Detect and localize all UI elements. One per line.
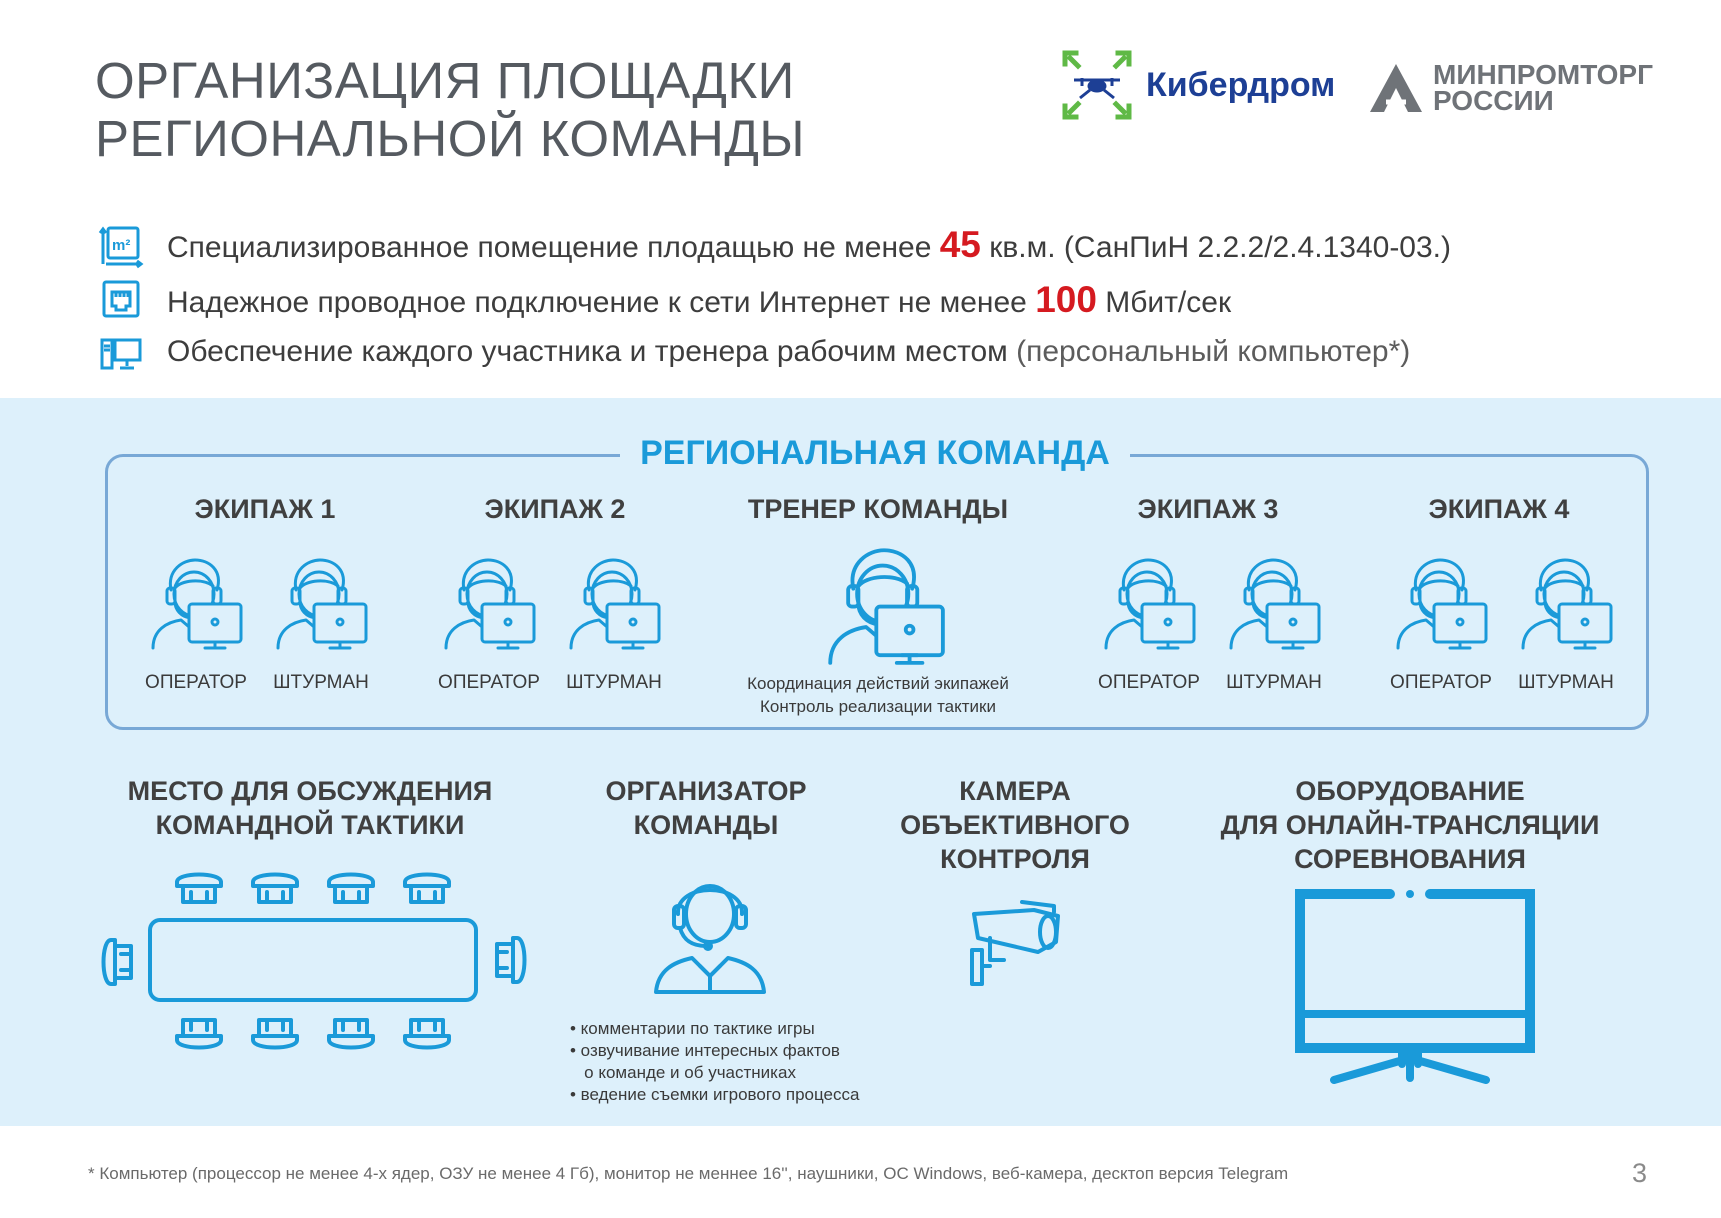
crew-1-navigator-label: ШТУРМАН: [273, 672, 369, 693]
coach-description: [718, 672, 1038, 718]
discussion-area-title: [100, 774, 520, 842]
crew-2-operator-label: ОПЕРАТОР: [438, 672, 540, 693]
coach-title: ТРЕНЕР КОМАНДЫ: [747, 494, 1009, 524]
crew-2-title: ЭКИПАЖ 2: [484, 494, 626, 524]
requirement-area-value: 45: [939, 224, 981, 265]
title-line-2: РЕГИОНАЛЬНОЙ КОМАНДЫ: [95, 110, 806, 167]
operator-icon: [1390, 552, 1490, 652]
camera-line-2: ОБЪЕКТИВНОГО: [900, 810, 1130, 840]
operator-icon: [438, 552, 538, 652]
headset-operator-icon: [650, 866, 770, 996]
crew-1-title: ЭКИПАЖ 1: [194, 494, 336, 524]
title-line-1: ОРГАНИЗАЦИЯ ПЛОЩАДКИ: [95, 52, 795, 109]
conference-table-icon: [95, 868, 535, 1058]
requirement-area: [167, 224, 1451, 266]
operator-icon: [1098, 552, 1198, 652]
camera-line-1: КАМЕРА: [959, 776, 1071, 806]
requirement-workplace-text: Обеспечение каждого участника и тренера рабочим местом: [167, 335, 1017, 368]
organizer-duty: • озвучивание интересных фактов: [570, 1041, 840, 1060]
organizer-duty: • комментарии по тактике игры: [570, 1019, 815, 1038]
broadcast-line-3: СОРЕВНОВАНИЯ: [1294, 844, 1526, 874]
page-title: [95, 52, 805, 168]
discussion-line-2: КОМАНДНОЙ ТАКТИКИ: [155, 810, 465, 840]
organizer-line-1: ОРГАНИЗАТОР: [605, 776, 807, 806]
camera-title: [880, 774, 1150, 876]
operator-icon: [145, 552, 245, 652]
monitor-icon: [1290, 888, 1535, 1084]
requirement-internet-text: Надежное проводное подключение к сети Интернет не менее: [167, 286, 1036, 319]
drone-logo-icon: [1062, 50, 1132, 120]
organizer-duty: • ведение съемки игрового процесса: [570, 1085, 860, 1104]
requirement-internet-value: 100: [1035, 279, 1097, 320]
crew-4-operator-label: ОПЕРАТОР: [1390, 672, 1492, 693]
computer-icon: [100, 336, 142, 378]
broadcast-line-2: ДЛЯ ОНЛАЙН-ТРАНСЛЯЦИИ: [1220, 810, 1600, 840]
minpromtorg-line-2: РОССИИ: [1433, 85, 1554, 116]
crew-3-title: ЭКИПАЖ 3: [1137, 494, 1279, 524]
area-m2-icon: [100, 224, 142, 266]
organizer-line-2: КОМАНДЫ: [633, 810, 779, 840]
broadcast-line-1: ОБОРУДОВАНИЕ: [1295, 776, 1525, 806]
crew-3-navigator-label: ШТУРМАН: [1226, 672, 1322, 693]
navigator-icon: [1515, 552, 1615, 652]
crew-4-title: ЭКИПАЖ 4: [1428, 494, 1570, 524]
coach-desc-line-2: Контроль реализации тактики: [760, 697, 996, 716]
organizer-duty: о команде и об участниках: [570, 1063, 796, 1082]
organizer-duties-list: [570, 1018, 859, 1106]
navigator-icon: [563, 552, 663, 652]
coach-icon: [820, 540, 948, 668]
navigator-icon: [270, 552, 370, 652]
coach-desc-line-1: Координация действий экипажей: [747, 674, 1009, 693]
requirement-area-unit: кв.м. (СанПиН 2.2.2/2.4.1340-03.): [980, 231, 1452, 264]
minpromtorg-logo-icon: [1368, 62, 1424, 114]
requirement-internet: [167, 279, 1231, 321]
network-port-icon: [102, 280, 144, 322]
crew-4-navigator-label: ШТУРМАН: [1518, 672, 1614, 693]
discussion-line-1: МЕСТО ДЛЯ ОБСУЖДЕНИЯ: [127, 776, 493, 806]
organizer-title: [566, 774, 846, 842]
navigator-icon: [1223, 552, 1323, 652]
camera-line-3: КОНТРОЛЯ: [940, 844, 1090, 874]
minpromtorg-logo-text: [1433, 59, 1653, 116]
kiberdrom-logo-text: Кибердром: [1146, 66, 1336, 104]
crew-2-navigator-label: ШТУРМАН: [566, 672, 662, 693]
security-camera-icon: [968, 894, 1068, 990]
crew-1-operator-label: ОПЕРАТОР: [145, 672, 247, 693]
requirement-area-text: Специализированное помещение плодащью не менее: [167, 231, 940, 264]
svg-text:m²: m²: [112, 237, 131, 254]
minpromtorg-line-1: МИНПРОМТОРГ: [1433, 59, 1653, 90]
requirement-internet-unit: Мбит/сек: [1096, 286, 1232, 319]
team-title: РЕГИОНАЛЬНАЯ КОМАНДА: [620, 434, 1130, 473]
requirement-workplace: [167, 335, 1410, 369]
broadcast-title: [1200, 774, 1620, 876]
footnote: * Компьютер (процессор не менее 4-х ядер, ОЗУ не менее 4 Гб), монитор не меннее 16'', наушники, ОС Windows, веб-камера, десктоп версия Telegram: [88, 1164, 1289, 1183]
page-number: 3: [1632, 1158, 1648, 1188]
requirement-workplace-note: (персональный компьютер*): [1016, 335, 1411, 368]
crew-3-operator-label: ОПЕРАТОР: [1098, 672, 1200, 693]
